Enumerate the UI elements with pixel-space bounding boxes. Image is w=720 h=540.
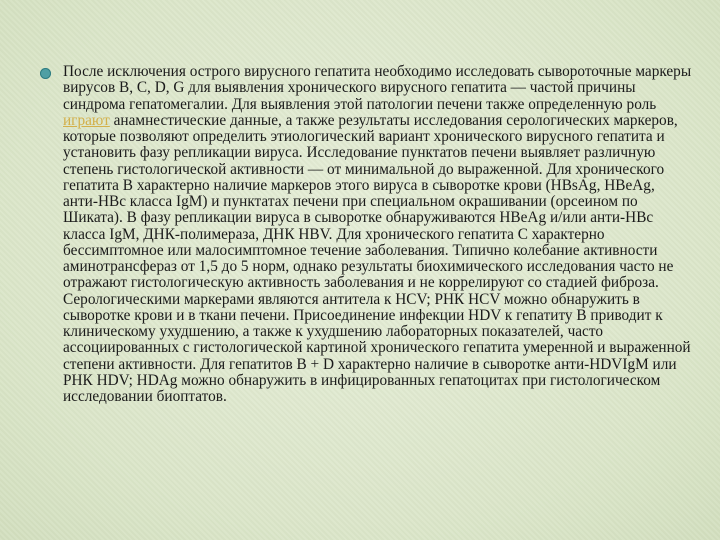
link-igrayut[interactable]: играют [63,111,110,129]
bullet-icon [40,68,51,79]
slide-content [40,64,692,405]
paragraph-text-start: После исключения острого вирусного гепатита необходимо исследовать сывороточные маркеры вирусов B, C, D, G для выявления хронического вирусного гепатита — частой причины синдрома гепатомегалии. Для выявления этой патологии печени также определенную роль [63,63,692,113]
paragraph-text-end: анамнестические данные, а также результаты исследования серологических маркеров, которые позволяют определить этиологический вариант хронического вирусного гепатита и установить фазу репликации вируса. Исследование пунктатов печени выявляет различную степень гистологической активности — от минимальной до выраженной. Для хронического гепатита B характерно наличие маркеров этого вируса в сыворотке крови (HBsAg, HBeAg, анти-HBc класса IgM) и пунктатах печени при специальном окрашивании (орсеином по Шиката). В фазу репликации вируса в сыворотке обнаруживаются HBeAg и/или анти-HBc класса IgM, ДНК-полимераза, ДНК HBV. Для хронического гепатита C характерно бессимптомное или малосимптомное течение заболевания. Типично колебание активности аминотрансфераз от 1,5 до 5 норм, однако результаты биохимического исследования часто не отражают гистологическую активность заболевания и не коррелируют со стадией фиброза. Серологическими маркерами являются антитела к HCV; РНК HCV можно обнаружить в сыворотке крови и в ткани печени. Присоединение инфекции HDV к гепатиту B приводит к клиническому ухудшению, а также к ухудшению лабораторных показателей, часто ассоциированных с гистологической картиной хронического гепатита умеренной и выраженной степени активности. Для гепатитов B + D характерно наличие в сыворотке анти-HDVIgM или РНК HDV; HDAg можно обнаружить в инфицированных гепатоцитах при гистологическом исследовании биоптатов. [63,111,691,405]
body-paragraph [63,64,692,405]
bullet-item [40,64,692,405]
